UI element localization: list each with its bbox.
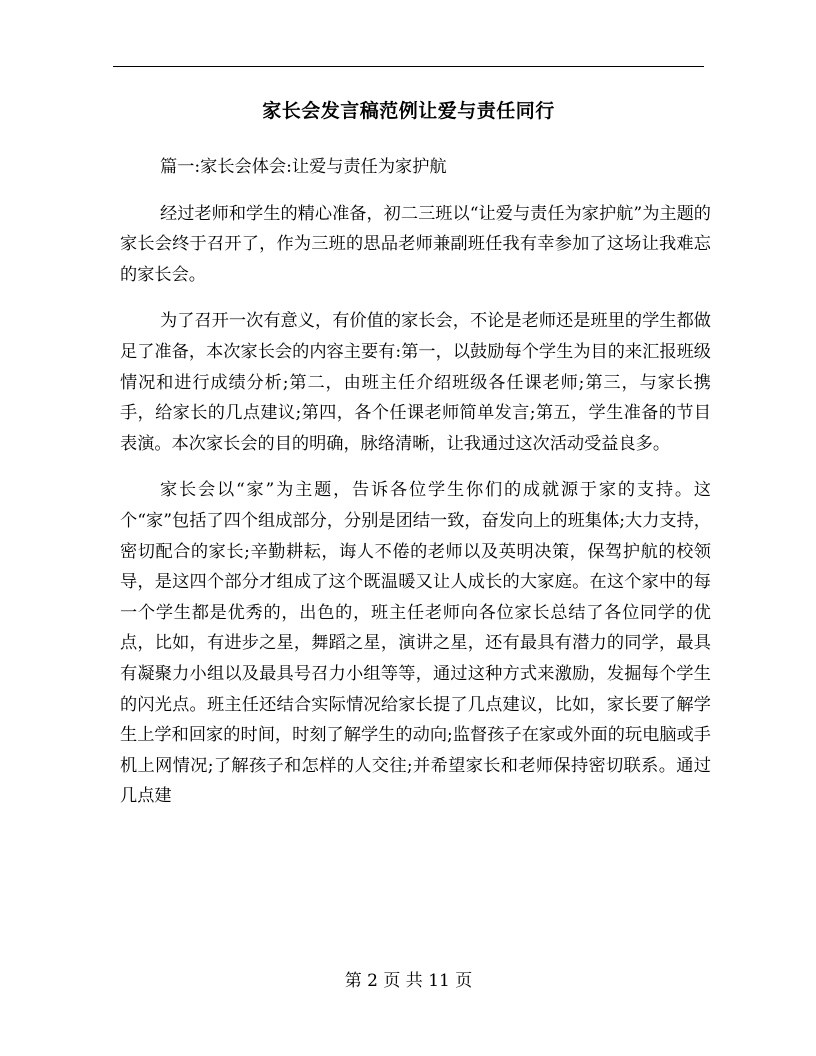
page-number: 第 2 页 共 11 页	[344, 971, 473, 991]
paragraph-2: 为了召开一次有意义，有价值的家长会，不论是老师还是班里的学生都做足了准备，本次家长会的内容主要有:第一，以鼓励每个学生为目的来汇报班级情况和进行成绩分析;第二，由班主任介绍班级各任课老师;第三，与家长携手，给家长的几点建议;第四，各个任课老师简单发言;第五，学生准备的节目表演。本次家长会的目的明确，脉络清晰，让我通过这次活动受益良多。	[120, 311, 711, 454]
document-body	[120, 152, 711, 828]
document-title: 家长会发言稿范例让爱与责任同行	[262, 100, 555, 122]
header-rule	[113, 66, 704, 67]
paragraph-3: 家长会以“家”为主题，告诉各位学生你们的成就源于家的支持。这个“家”包括了四个组成部分，分别是团结一致，奋发向上的班集体;大力支持，密切配合的家长;辛勤耕耘，诲人不倦的老师以及英明决策，保驾护航的校领导，是这四个部分才组成了这个既温暖又让人成长的大家庭。在这个家中的每一个学生都是优秀的，出色的，班主任老师向各位家长总结了各位同学的优点，比如，有进步之星，舞蹈之星，演讲之星，还有最具有潜力的同学，最具有凝聚力小组以及最具号召力小组等等，通过这种方式来激励，发掘每个学生的闪光点。班主任还结合实际情况给家长提了几点建议，比如，家长要了解学生上学和回家的时间，时刻了解学生的动向;监督孩子在家或外面的玩电脑或手机上网情况;了解孩子和怎样的人交往;并希望家长和老师保持密切联系。通过几点建	[120, 480, 711, 807]
paragraph-1: 经过老师和学生的精心准备，初二三班以“让爱与责任为家护航”为主题的家长会终于召开了，作为三班的思品老师兼副班任我有幸参加了这场让我难忘的家长会。	[120, 203, 711, 285]
section-heading: 篇一:家长会体会:让爱与责任为家护航	[160, 157, 447, 177]
